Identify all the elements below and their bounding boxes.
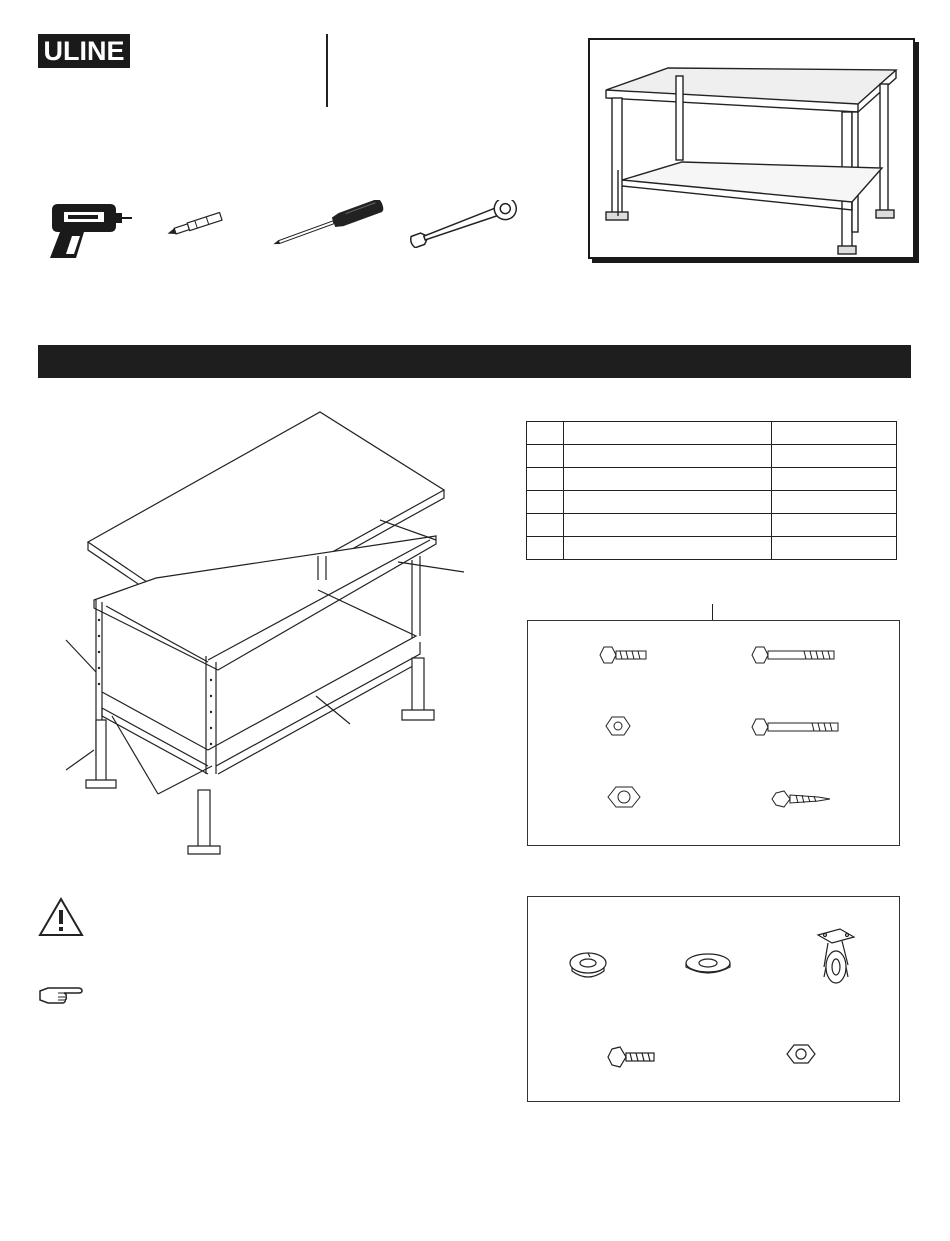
small-nut-icon [606, 717, 630, 735]
caster-nut-icon [787, 1045, 815, 1063]
hardware-a-drawing [528, 621, 899, 845]
table-row [527, 445, 897, 468]
table-cell [564, 468, 772, 491]
medium-bolt-icon [752, 719, 838, 735]
table-cell [564, 445, 772, 468]
lag-screw-icon [772, 791, 830, 807]
product-image-frame [588, 38, 915, 259]
parts-table [526, 421, 897, 560]
table-row [527, 514, 897, 537]
table-cell [564, 537, 772, 560]
uline-logo: ULINE [38, 34, 130, 68]
table-row [527, 468, 897, 491]
hardware-box-b [527, 896, 900, 1102]
table-cell [527, 468, 564, 491]
table-cell [527, 514, 564, 537]
table-cell [772, 468, 897, 491]
caster-icon [818, 929, 854, 983]
table-cell [772, 491, 897, 514]
table-row [527, 422, 897, 445]
drill-icon [44, 196, 134, 262]
table-cell [527, 445, 564, 468]
warning-icon [38, 896, 84, 938]
table-cell [527, 491, 564, 514]
table-cell [772, 422, 897, 445]
hardware-b-drawing [528, 897, 899, 1101]
table-cell [772, 514, 897, 537]
table-cell [527, 422, 564, 445]
table-cell [772, 537, 897, 560]
hex-nut-icon [608, 787, 640, 807]
section-banner [38, 345, 911, 378]
workbench-product-icon [590, 40, 913, 257]
table-cell [527, 537, 564, 560]
wrench-icon [404, 200, 522, 248]
caster-bolt-icon [608, 1047, 654, 1067]
hardware-box-a [527, 620, 900, 846]
table-cell [564, 514, 772, 537]
table-cell [564, 491, 772, 514]
header-divider [326, 34, 328, 107]
screwdriver-icon [264, 200, 388, 250]
flat-washer-icon [686, 954, 730, 973]
short-bolt-icon [600, 647, 646, 663]
pointing-hand-icon [38, 984, 84, 1006]
table-cell [772, 445, 897, 468]
table-row [527, 537, 897, 560]
table-row [527, 491, 897, 514]
table-cell [564, 422, 772, 445]
driver-bit-icon [162, 212, 232, 236]
hardware-callout-line [712, 604, 713, 620]
lock-washer-icon [570, 953, 606, 977]
exploded-assembly-diagram [58, 410, 478, 860]
long-bolt-icon [752, 647, 834, 663]
